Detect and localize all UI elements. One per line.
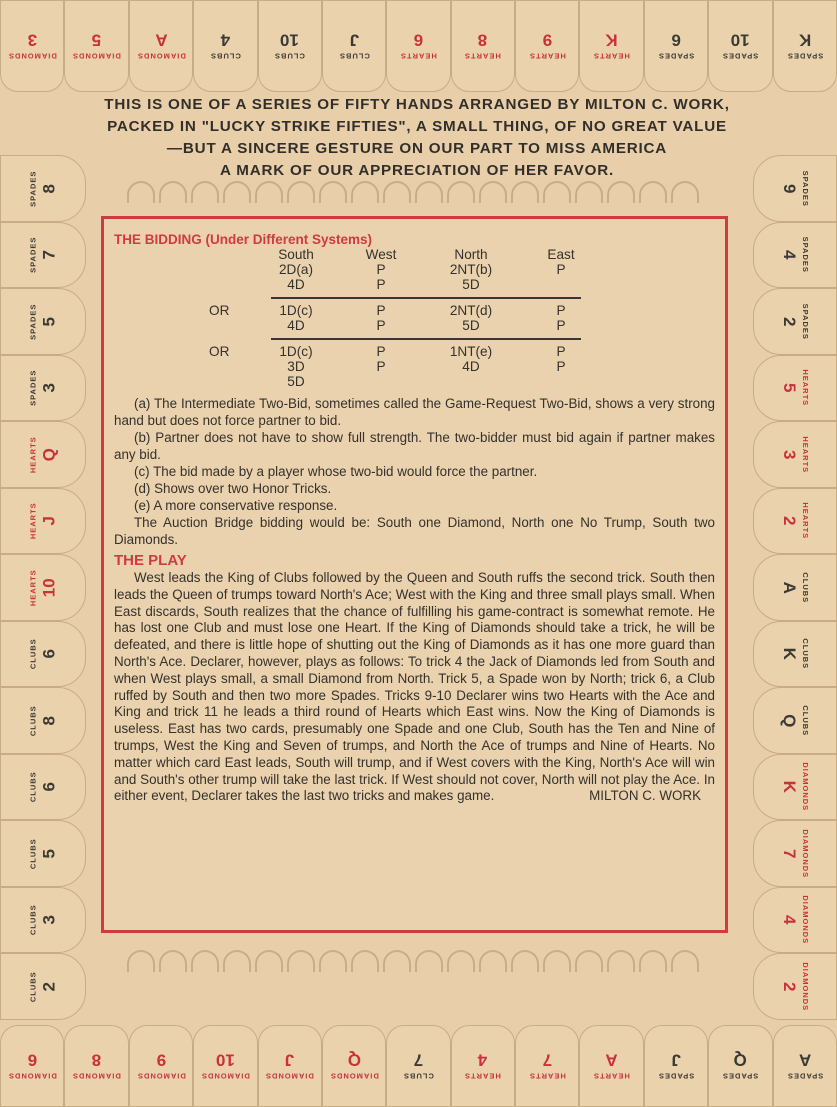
tab-rank: 7 — [542, 1051, 552, 1071]
tab-suit: HEARTS — [528, 51, 566, 61]
card-tab-j-hearts — [0, 488, 86, 555]
scallop — [351, 181, 379, 203]
card-tab-j-diamonds — [258, 1025, 322, 1107]
scallop — [639, 181, 667, 203]
divider-line — [271, 338, 581, 340]
bid-cell: 4D — [462, 359, 480, 374]
card-tab-k-clubs — [753, 621, 837, 688]
bid-cell: P — [376, 277, 386, 292]
tab-rank: 8 — [91, 1051, 102, 1071]
scallop — [287, 950, 315, 972]
tab-rank: 4 — [780, 250, 800, 260]
card-tab-3-hearts — [753, 421, 837, 488]
card-tab-5-clubs — [0, 820, 86, 887]
tab-rank: 10 — [730, 31, 750, 51]
tab-rank: 3 — [38, 915, 58, 925]
tab-rank: 2 — [780, 316, 800, 327]
card-tab-2-diamonds — [753, 953, 837, 1020]
bidding-row — [209, 344, 581, 359]
tab-suit: SPADES — [786, 51, 823, 61]
bid-cell: P — [556, 303, 566, 318]
tab-suit: CLUBS — [28, 638, 38, 670]
bid-cell: 5D — [462, 277, 480, 292]
card-tab-6-clubs — [0, 754, 86, 821]
bid-cell — [441, 374, 501, 389]
play-title: THE PLAY — [114, 552, 187, 569]
tab-rank: 4 — [780, 915, 800, 925]
auction-bridge-note: The Auction Bridge bidding would be: South one Diamond, North one No Trump, South two Diamonds. — [114, 515, 715, 547]
tab-suit: DIAMONDS — [800, 962, 810, 1012]
scallop — [127, 181, 155, 203]
tab-suit: DIAMONDS — [800, 762, 810, 812]
bidding-row — [209, 277, 581, 292]
tab-rank: 3 — [38, 383, 58, 393]
tab-suit: CLUBS — [28, 771, 38, 803]
bid-cell: 5D — [287, 374, 305, 389]
bidding-title: THE BIDDING (Under Different Systems) — [114, 232, 373, 247]
tab-suit: CLUBS — [403, 1071, 434, 1081]
card-tab-2-spades — [753, 288, 837, 355]
card-tab-7-clubs — [386, 1025, 450, 1107]
scallop — [415, 181, 443, 203]
tab-rank: 7 — [780, 848, 800, 859]
tab-rank: 7 — [413, 1051, 424, 1071]
tab-suit: SPADES — [28, 303, 38, 340]
scallop — [543, 950, 571, 972]
bidding-divider — [209, 292, 581, 303]
card-tab-8-hearts — [451, 0, 515, 92]
bid-cell — [541, 277, 581, 292]
tab-suit: SPADES — [800, 236, 810, 273]
tab-rank: K — [605, 31, 618, 51]
tab-suit: HEARTS — [28, 502, 38, 540]
divider-line — [271, 297, 581, 299]
bid-cell: P — [376, 359, 386, 374]
tab-suit: CLUBS — [800, 638, 810, 670]
bid-cell: 1D(c) — [279, 303, 313, 318]
scallop — [383, 181, 411, 203]
bidding-header-row — [209, 247, 581, 262]
tab-rank: 7 — [38, 250, 58, 260]
tab-suit: HEARTS — [593, 1071, 631, 1081]
tab-suit: CLUBS — [28, 904, 38, 936]
card-tab-7-diamonds — [753, 820, 837, 887]
bid-cell: P — [376, 344, 386, 359]
tab-rank: 4 — [220, 31, 231, 51]
tab-suit: CLUBS — [28, 838, 38, 870]
scallop — [511, 181, 539, 203]
tab-suit: HEARTS — [800, 369, 810, 407]
tab-rank: Q — [347, 1051, 361, 1071]
card-tab-4-clubs — [193, 0, 257, 92]
bid-cell: P — [376, 318, 386, 333]
card-tab-9-diamonds — [129, 1025, 193, 1107]
tab-rank: 8 — [38, 183, 58, 194]
tab-rank: 9 — [156, 1051, 166, 1071]
card-tab-5-hearts — [753, 355, 837, 422]
scallop — [511, 950, 539, 972]
scallop — [479, 181, 507, 203]
tab-suit: SPADES — [657, 51, 695, 61]
card-tab-a-diamonds — [129, 0, 193, 92]
tab-suit: CLUBS — [28, 971, 38, 1003]
tab-suit: SPADES — [28, 236, 38, 273]
card-tab-a-clubs — [753, 554, 837, 621]
tab-suit: SPADES — [800, 170, 810, 207]
card-tab-k-spades — [773, 0, 837, 92]
bid-cell: 1D(c) — [279, 344, 313, 359]
scallop — [191, 950, 219, 972]
tab-suit: HEARTS — [800, 435, 810, 473]
tab-rank: 10 — [215, 1051, 235, 1071]
tab-rank: 3 — [27, 31, 37, 51]
card-tab-2-clubs — [0, 953, 86, 1020]
card-tab-k-diamonds — [753, 754, 837, 821]
tab-rank: 10 — [38, 578, 58, 597]
tab-rank: A — [605, 1051, 618, 1071]
tab-suit: DIAMONDS — [265, 1071, 315, 1081]
bid-cell: 4D — [287, 277, 305, 292]
bid-cell: 5D — [462, 318, 480, 333]
card-tab-j-clubs — [322, 0, 386, 92]
card-tab-8-clubs — [0, 687, 86, 754]
tab-suit: DIAMONDS — [72, 1071, 121, 1081]
header-west: West — [365, 247, 397, 262]
tab-suit: HEARTS — [800, 502, 810, 540]
bid-prefix — [209, 318, 271, 333]
tab-rank: 5 — [91, 31, 102, 51]
card-tab-6-clubs — [0, 621, 86, 688]
card-tab-10-diamonds — [193, 1025, 257, 1107]
bidding-body — [209, 262, 581, 389]
scallop — [671, 181, 699, 203]
tab-rank: J — [671, 1051, 681, 1071]
tab-suit: SPADES — [722, 51, 759, 61]
tab-suit: DIAMONDS — [200, 1071, 250, 1081]
scallop — [575, 950, 603, 972]
tab-rank: 4 — [478, 1051, 488, 1071]
scallop — [159, 950, 187, 972]
note-e: (e) A more conservative response. — [134, 498, 338, 513]
scallop — [319, 950, 347, 972]
scallop — [223, 181, 251, 203]
tab-suit: DIAMONDS — [72, 51, 121, 61]
scallop — [607, 181, 635, 203]
tab-rank: A — [780, 581, 800, 594]
scallop-row-top — [127, 181, 699, 203]
tab-suit: CLUBS — [800, 705, 810, 736]
scallop-row-bottom — [127, 950, 699, 972]
card-tab-q-diamonds — [322, 1025, 386, 1107]
note-a: (a) The Intermediate Two-Bid, sometimes called the Game-Request Two-Bid, shows a very strong hand but does not force partner to bid. — [114, 396, 715, 428]
tab-suit: CLUBS — [209, 51, 241, 61]
scallop — [543, 181, 571, 203]
note-d: (d) Shows over two Honor Tricks. — [134, 481, 332, 496]
card-tab-5-spades — [0, 288, 86, 355]
tab-suit: DIAMONDS — [7, 1071, 57, 1081]
tab-rank: Q — [38, 447, 58, 462]
bidding-table — [209, 247, 581, 389]
tab-suit: HEARTS — [464, 1071, 502, 1081]
card-tab-a-hearts — [579, 1025, 643, 1107]
tab-suit: DIAMONDS — [800, 829, 810, 879]
scallop — [447, 181, 475, 203]
scallop — [479, 950, 507, 972]
bid-cell: 3D — [287, 359, 305, 374]
tab-rank: 2 — [38, 981, 58, 992]
bid-cell: P — [556, 359, 566, 374]
bidding-row — [209, 374, 581, 389]
tab-suit: CLUBS — [274, 51, 306, 61]
card-tab-j-spades — [644, 1025, 708, 1107]
header-east: East — [547, 247, 575, 262]
card-tab-6-spades — [644, 0, 708, 92]
header-south: South — [278, 247, 314, 262]
bidding-row — [209, 318, 581, 333]
tab-suit: HEARTS — [28, 569, 38, 606]
intro-header — [14, 94, 820, 182]
tab-rank: 5 — [780, 383, 800, 393]
bid-prefix: OR — [209, 344, 230, 359]
tab-suit: DIAMONDS — [136, 51, 186, 61]
bid-cell — [361, 374, 401, 389]
tab-rank: Q — [733, 1051, 748, 1071]
tab-rank: K — [798, 31, 811, 51]
scallop — [223, 950, 251, 972]
card-tab-4-spades — [753, 222, 837, 289]
tab-suit: SPADES — [28, 369, 38, 407]
bid-cell: 2NT(d) — [449, 303, 493, 318]
bid-prefix: OR — [209, 303, 230, 318]
scallop — [191, 181, 219, 203]
bid-prefix — [209, 359, 271, 374]
card-tab-5-diamonds — [64, 0, 128, 92]
tab-rank: Q — [780, 713, 800, 728]
card-tab-3-clubs — [0, 887, 86, 954]
scallop — [447, 950, 475, 972]
tab-rank: 9 — [542, 31, 552, 51]
card-tab-4-diamonds — [753, 887, 837, 954]
card-tab-6-diamonds — [0, 1025, 64, 1107]
bid-cell: P — [376, 262, 386, 277]
card-tab-a-spades — [773, 1025, 837, 1107]
play-body: West leads the King of Clubs followed by the Queen and South ruffs the second trick. South then leads the Queen of trumps toward North's Ace; West with the King and three small plays small. When East discards, South realizes that the chance of fulfilling his game-contract is somewhat remote. He has lost one Club and must lose one Heart. If the King of Diamonds should take a trick, he will be defeated, and there is little hope of shutting out the King of Diamonds as it has one more guard than North's Ace. Declarer, however, plays as follows: To trick 4 the Jack of Diamonds led from South and when West plays small, a small Diamond from North. Trick 5, a Spade won by North; trick 6, a Club ruffed by South and then two more Spades. Tricks 9-10 Declarer wins two Hearts with the Ace and King and trick 11 he leads a third round of Hearts which East wins. Now the King of Diamonds is useless. East has two cards, presumably one Spade and one Club, South has the Ten and Nine of trumps, West the King and Seven of trumps, and North the Ace of trumps and Nine of Hearts. No matter which card East leads, South will trump, and if West covers with the King, North's Ace will win and South's other trump will take the last trick. If West should not cover, North will not play the Ace. In either event, Declarer takes the last two tricks and makes game. — [114, 570, 715, 804]
tab-rank: J — [38, 516, 58, 526]
card-tab-9-hearts — [515, 0, 579, 92]
card-tab-10-spades — [708, 0, 772, 92]
signature: MILTON C. WORK — [589, 788, 701, 804]
tab-suit: DIAMONDS — [136, 1071, 186, 1081]
scallop — [607, 950, 635, 972]
bid-cell: 1NT(e) — [449, 344, 493, 359]
bid-cell: P — [556, 318, 566, 333]
tab-suit: DIAMONDS — [7, 51, 57, 61]
bid-prefix — [209, 277, 271, 292]
bid-cell: 4D — [287, 318, 305, 333]
card-tab-4-hearts — [451, 1025, 515, 1107]
tab-rank: 6 — [27, 1051, 37, 1071]
scallop — [319, 181, 347, 203]
hand-panel — [101, 216, 728, 933]
card-tab-3-spades — [0, 355, 86, 422]
tab-suit: SPADES — [786, 1071, 823, 1081]
bid-prefix — [209, 262, 271, 277]
bid-cell — [541, 374, 581, 389]
card-tab-8-diamonds — [64, 1025, 128, 1107]
tab-suit: CLUBS — [28, 705, 38, 736]
scallop — [255, 181, 283, 203]
tab-suit: CLUBS — [800, 572, 810, 603]
tab-rank: 6 — [671, 31, 681, 51]
tab-rank: 9 — [780, 183, 800, 193]
bidding-row — [209, 303, 581, 318]
card-tab-q-spades — [708, 1025, 772, 1107]
header-line: A MARK OF OUR APPRECIATION OF HER FAVOR. — [220, 162, 614, 179]
scallop — [383, 950, 411, 972]
tab-suit: SPADES — [657, 1071, 695, 1081]
tab-rank: 10 — [280, 31, 300, 51]
tab-suit: SPADES — [28, 170, 38, 207]
card-tab-6-hearts — [386, 0, 450, 92]
header-line: THIS IS ONE OF A SERIES OF FIFTY HANDS ARRANGED BY MILTON C. WORK, — [104, 96, 730, 113]
tab-rank: 8 — [478, 31, 488, 51]
tab-suit: CLUBS — [338, 51, 370, 61]
tab-rank: 6 — [38, 649, 58, 659]
card-tab-k-hearts — [579, 0, 643, 92]
tab-rank: 6 — [38, 782, 58, 792]
card-tab-q-hearts — [0, 421, 86, 488]
tab-rank: 5 — [38, 316, 58, 327]
scallop — [671, 950, 699, 972]
bid-cell: P — [556, 344, 566, 359]
tab-rank: A — [154, 31, 168, 51]
bidding-divider — [209, 333, 581, 344]
scallop — [639, 950, 667, 972]
card-tab-2-hearts — [753, 488, 837, 555]
header-line: —BUT A SINCERE GESTURE ON OUR PART TO MISS AMERICA — [166, 140, 668, 157]
bid-cell: 2NT(b) — [449, 262, 493, 277]
tab-suit: HEARTS — [400, 51, 437, 61]
card-tab-7-hearts — [515, 1025, 579, 1107]
header-line: PACKED IN "LUCKY STRIKE FIFTIES", A SMALL THING, OF NO GREAT VALUE — [107, 118, 727, 135]
scallop — [575, 181, 603, 203]
tab-suit: HEARTS — [528, 1071, 566, 1081]
bid-cell: 2D(a) — [279, 262, 313, 277]
bid-cell: P — [556, 262, 566, 277]
tab-suit: SPADES — [800, 303, 810, 340]
play-section — [114, 570, 715, 805]
scallop — [127, 950, 155, 972]
bidding-row — [209, 262, 581, 277]
bid-prefix — [209, 374, 271, 389]
tab-rank: 2 — [780, 981, 800, 992]
tab-suit: HEARTS — [593, 51, 631, 61]
scallop — [255, 950, 283, 972]
tab-rank: 2 — [780, 516, 800, 526]
card-tab-10-clubs — [258, 0, 322, 92]
tab-rank: J — [349, 31, 359, 51]
card-tab-3-diamonds — [0, 0, 64, 92]
tab-rank: K — [780, 647, 800, 661]
bidding-notes — [114, 395, 715, 548]
tab-rank: 6 — [413, 31, 424, 51]
bid-cell: P — [376, 303, 386, 318]
tab-suit: SPADES — [722, 1071, 759, 1081]
tab-rank: 5 — [38, 848, 58, 859]
tab-rank: 3 — [780, 449, 800, 460]
scallop — [159, 181, 187, 203]
bidding-row — [209, 359, 581, 374]
note-b: (b) Partner does not have to show full strength. The two-bidder must bid again if partner makes any bid. — [114, 430, 715, 462]
tab-suit: DIAMONDS — [800, 895, 810, 945]
tab-rank: A — [798, 1051, 811, 1071]
note-c: (c) The bid made by a player whose two-bid would force the partner. — [134, 464, 538, 479]
tab-rank: K — [780, 780, 800, 794]
header-north: North — [454, 247, 488, 262]
tab-rank: 8 — [38, 715, 58, 726]
tab-suit: DIAMONDS — [329, 1071, 379, 1081]
tab-suit: HEARTS — [28, 435, 38, 473]
card-tab-7-spades — [0, 222, 86, 289]
play-text — [114, 570, 715, 805]
scallop — [287, 181, 315, 203]
scallop — [351, 950, 379, 972]
scallop — [415, 950, 443, 972]
card-tab-10-hearts — [0, 554, 86, 621]
tab-rank: J — [284, 1051, 295, 1071]
card-tab-q-clubs — [753, 687, 837, 754]
tab-suit: HEARTS — [464, 51, 502, 61]
